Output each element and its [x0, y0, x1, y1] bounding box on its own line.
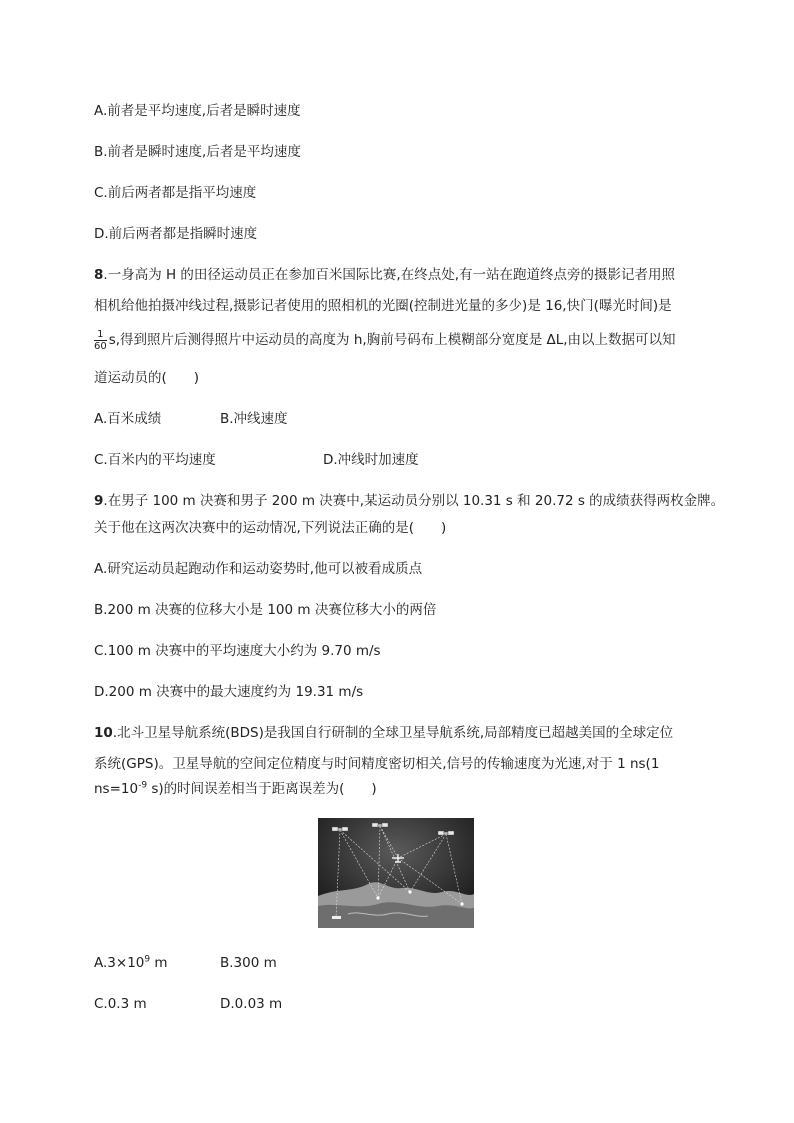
q10-option-d: D.0.03 m	[220, 996, 283, 1012]
q8-stem-line3	[94, 327, 676, 353]
q10-number: 10	[94, 725, 113, 741]
q10-stem-line3	[94, 779, 377, 799]
q9-text-1: .在男子 100 m 决赛和男子 200 m 决赛中,某运动员分别以 10.31 s 和 20.72 s 的成绩获得两枚金牌。	[103, 493, 725, 509]
q10-stem-line1	[94, 723, 673, 743]
q8-option-a: A.百米成绩	[94, 411, 162, 427]
q8-option-d: D.冲线时加速度	[323, 452, 419, 468]
q9-option-c: C.100 m 决赛中的平均速度大小约为 9.70 m/s	[94, 643, 381, 659]
q9-option-b: B.200 m 决赛的位移大小是 100 m 决赛位移大小的两倍	[94, 602, 437, 618]
q9-option-d: D.200 m 决赛中的最大速度约为 19.31 m/s	[94, 684, 364, 700]
q10-option-b: B.300 m	[220, 955, 277, 971]
q8-stem-line2: 相机给他拍摄冲线过程,摄影记者使用的照相机的光圈(控制进光量的多少)是 16,快门(曝光时间)是	[94, 298, 672, 314]
q7-option-a: A.前者是平均速度,后者是瞬时速度	[94, 103, 301, 119]
q9-stem-line1	[94, 491, 724, 511]
q8-stem-line1	[94, 265, 675, 285]
q8-text-1: .一身高为 H 的田径运动员正在参加百米国际比赛,在终点处,有一站在跑道终点旁的摄影记者用照	[103, 267, 676, 283]
q10-text-1: .北斗卫星导航系统(BDS)是我国自行研制的全球卫星导航系统,局部精度已超越美国的全球定位	[112, 725, 674, 741]
q8-option-b: B.冲线速度	[220, 411, 288, 427]
q10-option-c: C.0.3 m	[94, 996, 147, 1012]
q8-fraction-num: 1	[94, 329, 107, 341]
satellite-navigation-figure	[318, 818, 474, 928]
q7-option-b: B.前者是瞬时速度,后者是平均速度	[94, 144, 301, 160]
q10-stem-line2: 系统(GPS)。卫星导航的空间定位精度与时间精度密切相关,信号的传输速度为光速,对于 1 ns(1	[94, 756, 660, 772]
q10-text-3b: s)的时间误差相当于距离误差为( )	[147, 781, 377, 797]
q10-exponent: -9	[138, 780, 148, 791]
q9-number: 9	[94, 493, 104, 509]
q10-option-a-unit: m	[150, 955, 168, 971]
q8-number: 8	[94, 267, 104, 283]
q10-text-3a: ns=10	[94, 781, 139, 797]
q9-option-a: A.研究运动员起跑动作和运动姿势时,他可以被看成质点	[94, 561, 423, 577]
q10-option-a-base: A.3×10	[94, 955, 145, 971]
q8-fraction	[94, 329, 107, 352]
q7-option-d: D.前后两者都是指瞬时速度	[94, 226, 258, 242]
q9-stem-line2: 关于他在这两次决赛中的运动情况,下列说法正确的是( )	[94, 520, 447, 536]
q8-stem-line4: 道运动员的( )	[94, 370, 200, 386]
q8-text-3: s,得到照片后测得照片中运动员的高度为 h,胸前号码布上模糊部分宽度是 ΔL,由以上数据可以知	[108, 332, 676, 348]
q10-option-a	[94, 953, 168, 973]
q10-option-a-exponent: 9	[144, 954, 151, 965]
q7-option-c: C.前后两者都是指平均速度	[94, 185, 257, 201]
q8-option-c: C.百米内的平均速度	[94, 452, 216, 468]
q8-fraction-den: 60	[94, 340, 107, 352]
